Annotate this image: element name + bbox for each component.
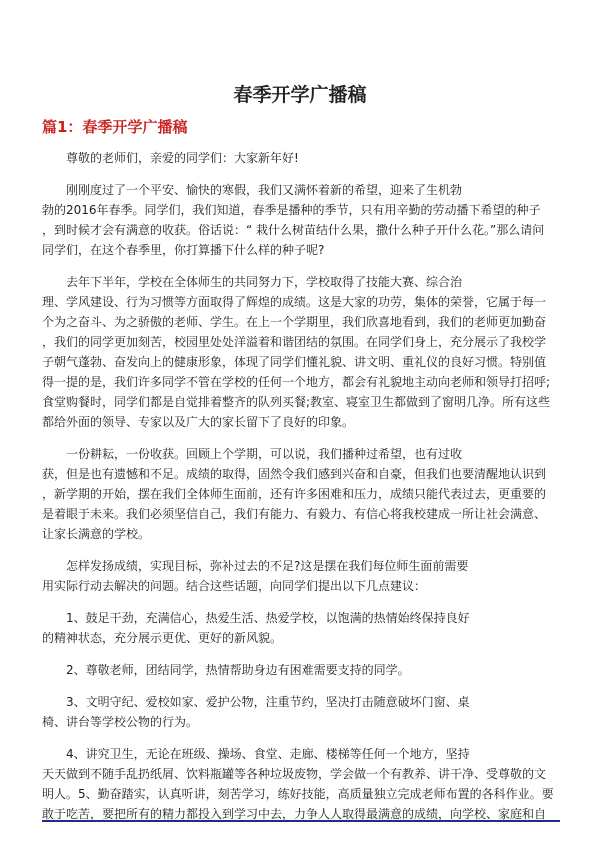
- text-line: 让家长满意的学校。: [42, 527, 151, 541]
- text-line: 1、鼓足干劲，充满信心，热爱生活、热爱学校，以饱满的热情始终保持良好: [66, 611, 470, 625]
- text-line: 子朝气蓬勃、奋发向上的健康形象，体现了同学们懂礼貌、讲文明、重礼仪的良好习惯。特别值: [42, 355, 547, 369]
- paragraph-suggestion-1: [42, 608, 562, 648]
- text-line: 的精神状态，充分展示更优、更好的新风貌。: [42, 631, 283, 645]
- text-line: 勃的2016年春季。同学们，我们知道，春季是播种的季节，只有用辛勤的劳动播下希望的种子: [42, 203, 541, 217]
- document-body: [42, 148, 562, 836]
- text-line: 得一提的是，我们许多同学不管在学校的任何一个地方，都会有礼貌地主动向老师和领导打招呼;: [42, 375, 551, 389]
- paragraph-review: [42, 272, 562, 432]
- text-line: 3、文明守纪、爱校如家、爱护公物，注重节约，坚决打击随意破坏门窗、桌: [66, 695, 470, 709]
- text-line: 获，但是也有遗憾和不足。成绩的取得，固然令我们感到兴奋和自豪，但我们也要清醒地认识到: [42, 467, 547, 481]
- text-line: 个为之奋斗、为之骄傲的老师、学生。在上一个学期里，我们欣喜地看到，我们的老师更加勤奋: [42, 315, 547, 329]
- section-heading: 篇1：春季开学广播稿: [42, 118, 188, 136]
- text-line: 4、讲究卫生，无论在班级、操场、食堂、走廊、楼梯等任何一个地方，坚持: [66, 747, 470, 761]
- text-line: 同学们，在这个春季里，你打算播下什么样的种子呢?: [42, 243, 325, 257]
- text-line: 刚刚度过了一个平安、愉快的寒假，我们又满怀着新的希望，迎来了生机勃: [66, 183, 463, 197]
- document-title: 春季开学广播稿: [233, 84, 367, 106]
- paragraph-suggestion-4-5: [42, 744, 562, 824]
- text-line: 去年下半年，学校在全体师生的共同努力下，学校取得了技能大赛、综合治: [66, 275, 463, 289]
- text-line: 尊敬的老师们，亲爱的同学们：大家新年好!: [66, 151, 299, 165]
- text-line: ，到时候才会有满意的收获。俗话说：“ 栽什么树苗结什么果，撒什么种子开什么花。”那么请问: [42, 223, 545, 237]
- text-line: 怎样发扬成绩，实现目标，弥补过去的不足?这是摆在我们每位师生面前需要: [66, 559, 469, 573]
- paragraph-greeting: [42, 148, 562, 168]
- paragraph-intro: [42, 180, 562, 260]
- text-line: 明人。5、勤奋踏实，认真听讲，刻苦学习，练好技能，高质量独立完成老师布置的各科作业。要: [42, 787, 554, 801]
- text-line: 是着眼于未来。我们必须坚信自己，我们有能力、有毅力、有信心将我校建成一所让社会满意、: [42, 507, 547, 521]
- text-line: 用实际行动去解决的问题。结合这些话题，向同学们提出以下几点建议：: [42, 579, 427, 593]
- text-line: ，新学期的开始，摆在我们全体师生面前，还有许多困难和压力，成绩只能代表过去，更重要的: [42, 487, 547, 501]
- text-line: 敢于吃苦，要把所有的精力都投入到学习中去，力争人人取得最满意的成绩，向学校、家庭和自: [42, 807, 547, 821]
- text-line: 理、学风建设、行为习惯等方面取得了辉煌的成绩。这是大家的功劳，集体的荣誉，它属于每一: [42, 295, 547, 309]
- paragraph-harvest: [42, 444, 562, 544]
- text-line: 一份耕耘，一份收获。回顾上个学期，可以说，我们播种过希望，也有过收: [66, 447, 463, 461]
- paragraph-suggestion-3: [42, 692, 562, 732]
- text-line: 都给外面的领导、专家以及广大的家长留下了良好的印象。: [42, 415, 355, 429]
- text-line: 2、尊敬老师，团结同学，热情帮助身边有困难需要支持的同学。: [66, 663, 410, 677]
- text-line: 椅、讲台等学校公物的行为。: [42, 715, 199, 729]
- paragraph-suggestions-intro: [42, 556, 562, 596]
- paragraph-suggestion-2: [42, 660, 562, 680]
- footer-rule: [42, 820, 560, 822]
- text-line: 天天做到不随手乱扔纸屑、饮料瓶罐等各种垃圾废物，学会做一个有教养、讲干净、受尊敬的文: [42, 767, 547, 781]
- text-line: 食堂购餐时，同学们都是自觉排着整齐的队列买餐;教室、寝室卫生都做到了窗明几净。所有这些: [42, 395, 551, 409]
- text-line: ，我们的同学更加刻苦，校园里处处洋溢着和谐团结的氛围。在同学们身上，充分展示了我校学: [42, 335, 547, 349]
